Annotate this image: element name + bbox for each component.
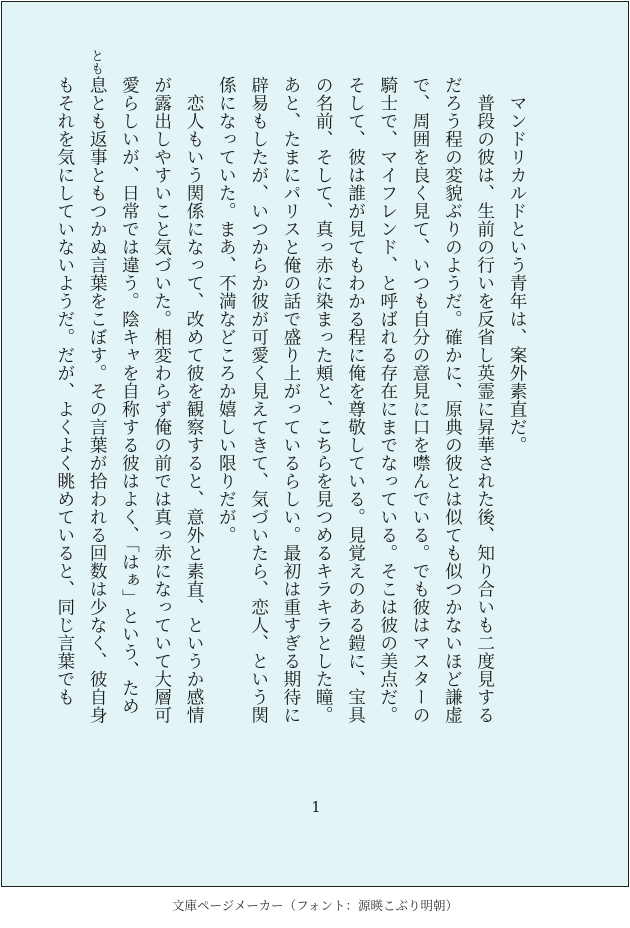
text-line: だろう程の変貌ぶりのようだ。確かに、原典の彼とは似ても似つかないほど謙虚 xyxy=(442,76,463,724)
text-line: 普段の彼は、生前の行いを反省し英霊に昇華された後、知り合いも二度見する xyxy=(474,76,495,724)
text-line: 係になっていた。まあ、不満などころか嬉しい限りだが。 xyxy=(216,76,237,544)
novel-page xyxy=(1,1,629,887)
continuation-text: とも xyxy=(88,49,103,75)
text-line: 息とも返事ともつかぬ言葉をこぼす。その言葉が拾われる回数は少なく、彼自身 xyxy=(87,76,108,724)
text-line: そして、彼は誰が見てもわかる程に俺を尊敬している。見覚えのある鎧に、宝具 xyxy=(345,76,366,724)
text-line: 愛らしいが、日常では違う。陰キャを自称する彼はよく、「はぁ」という、ため xyxy=(119,76,140,716)
text-line: もそれを気にしていないようだ。だが、よくよく眺めていると、同じ言葉でも xyxy=(54,76,75,706)
text-line: 騎士で、マイフレンド、と呼ばれる存在にまでなっている。そこは彼の美点だ。 xyxy=(377,76,398,724)
text-line: 恋人もいう関係になって、改めて彼を観察すると、意外と素直、というか感情 xyxy=(184,76,205,724)
text-line: の名前、そして、真っ赤に染まった頬と、こちらを見つめるキラキラとした瞳。 xyxy=(313,76,334,724)
text-line: 辟易もしたが、いつからか彼が可愛く見えてきて、気づいたら、恋人、という関 xyxy=(248,76,269,724)
vertical-body-text xyxy=(49,76,533,756)
text-line: マンドリカルドという青年は、案外素直だ。 xyxy=(507,76,527,454)
text-line: で、周囲を良く見て、いつも自分の意見に口を噤んでいる。でも彼はマスターの xyxy=(410,76,431,724)
footer-caption: 文庫ページメーカー（フォント：源暎こぶり明朝） xyxy=(171,898,458,913)
text-line: が露出しやすいこと気づいた。相変わらず俺の前では真っ赤になっていて大層可 xyxy=(151,76,172,724)
text-line: あと、たまにパリスと俺の話で盛り上がっているらしい。最初は重すぎる期待に xyxy=(280,76,301,724)
page-number: 1 xyxy=(311,798,321,816)
